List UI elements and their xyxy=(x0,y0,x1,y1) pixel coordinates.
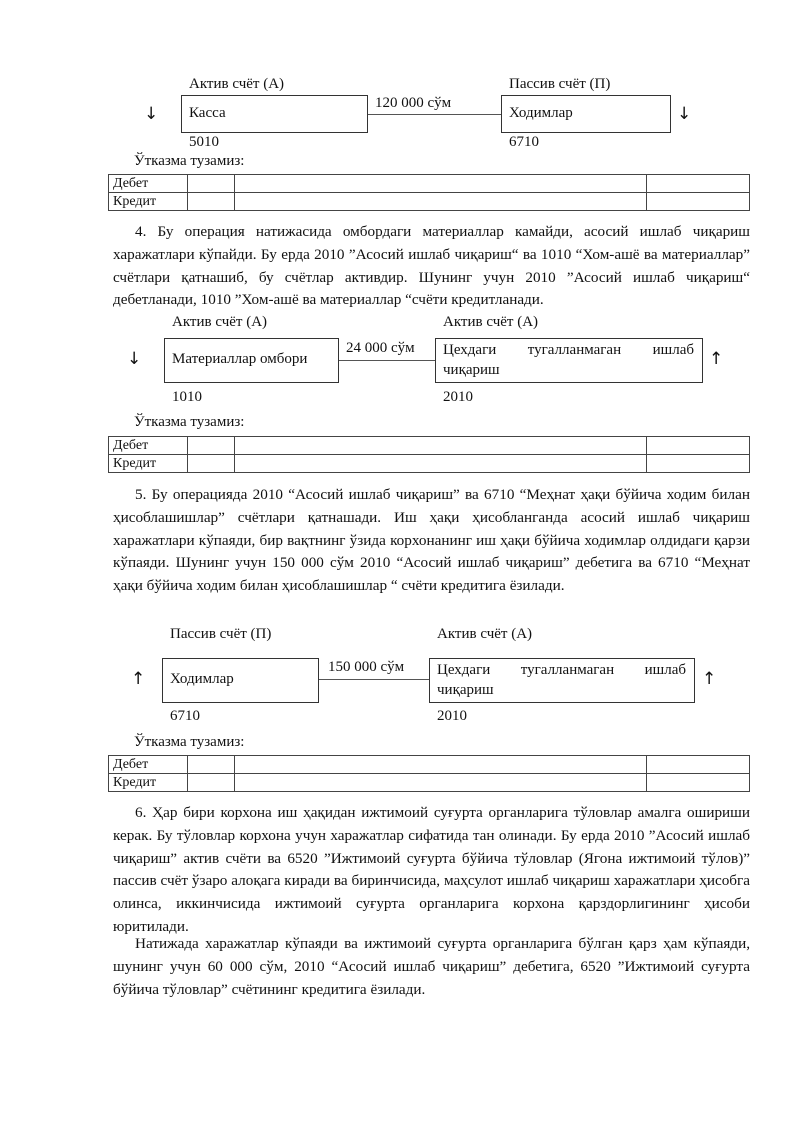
diagram1-left-code: 5010 xyxy=(189,134,219,150)
credit-label: Кредит xyxy=(109,193,188,211)
table-row xyxy=(109,774,750,792)
diagram1-right-box xyxy=(501,95,671,133)
debit-label: Дебет xyxy=(109,175,188,193)
diagram3-left-box xyxy=(162,658,319,703)
diagram1-left-caption: Актив счёт (А) xyxy=(189,76,285,92)
diagram3-right-box xyxy=(429,658,695,703)
diagram2-right-box xyxy=(435,338,703,383)
diagram1-left-box xyxy=(181,95,368,133)
diagram2-left-caption: Актив счёт (А) xyxy=(172,314,268,330)
diagram3-right-arrow-icon: ↑ xyxy=(702,669,717,689)
diagram2-right-code: 2010 xyxy=(443,389,473,405)
diagram2-right-arrow-icon: ↑ xyxy=(709,349,724,369)
diagram2-right-box-line2: чиқариш xyxy=(443,362,500,378)
debit-label: Дебет xyxy=(109,756,188,774)
table-row xyxy=(109,437,750,455)
diagram2-left-code: 1010 xyxy=(172,389,202,405)
entry-table-2 xyxy=(108,436,750,473)
paragraph-7: Натижада харажатлар кўпаяди ва ижтимоий суғурта органларига бўлган қарз ҳам кўпаяди, шунинг учун 60 000 сўм, 2010 “Асосий ишлаб чиқариш” дебетига, 6520 ”Ижтимоий суғурта бўйича тўловлар” счётининг кредитига ёзилади. xyxy=(113,935,750,998)
paragraph-5: 5. Бу операцияда 2010 “Асосий ишлаб чиқариш” ва 6710 “Меҳнат ҳақи бўйича ходим билан ҳисоблашишлар” счётлари қатнашади. Иш ҳақи ҳисобланганда асосий ишлаб чиқариш харажатлари кўпаяди, бир вақтнинг ўзида корхонанинг иш ҳақи бўйича ходимлар олдидаги қарзи кўпаяди. Шунинг учун 150 000 сўм 2010 “Асосий ишлаб чиқариш” дебетига ва 6710 “Меҳнат ҳақи бўйича ходим билан ҳисоблашишлар “ счёти кредитига ёзилади. xyxy=(113,486,750,595)
diagram3-right-box-line1: Цехдаги тугалланмаган ишлаб xyxy=(437,662,686,678)
diagram1-right-code: 6710 xyxy=(509,134,539,150)
entry-label-3: Ўтказма тузамиз: xyxy=(134,734,245,750)
diagram1-right-arrow-icon: ↓ xyxy=(677,104,692,124)
table-row xyxy=(109,455,750,473)
diagram1-connector xyxy=(368,114,501,115)
diagram2-left-box xyxy=(164,338,339,383)
diagram1-left-box-label: Касса xyxy=(189,105,226,121)
debit-label: Дебет xyxy=(109,437,188,455)
entry-table-1 xyxy=(108,174,750,211)
diagram2-left-arrow-icon: ↓ xyxy=(127,349,142,369)
paragraph-6: 6. Ҳар бири корхона иш ҳақидан ижтимоий суғурта органларига тўловлар амалга ошириши керак. Бу тўловлар корхона учун харажатлар сифатида тан олинади. Бу ерда 2010 ”Асосий ишлаб чиқариш” актив счёти ва 6520 ”Ижтимоий суғурта бўйича тўловлар (Ягона ижтимоий тўлов)” пассив счёт ўзаро алоқага киради ва биринчисида, маҳсулот ишлаб чиқариш харажатлари ҳисобга олинса, иккинчисида ижтимоий суғурта органларига корхона қарздорлигининг ҳисоби юритилади. xyxy=(113,804,750,935)
paragraph-4: 4. Бу операция натижасида омбордаги материаллар камайди, асосий ишлаб чиқариш харажатлари кўпайди. Бу ерда 2010 ”Асосий ишлаб чиқариш“ ва 1010 “Хом-ашё ва материаллар” счётлари қатнашиб, бу счётлар активдир. Шунинг учун 2010 ”Асосий ишлаб чиқариш“ дебетланади, 1010 ”Хом-ашё ва материаллар “счёти кредитланади. xyxy=(113,223,750,309)
table-row xyxy=(109,175,750,193)
diagram2-right-caption: Актив счёт (А) xyxy=(443,314,539,330)
diagram3-amount: 150 000 сўм xyxy=(328,659,405,675)
credit-label: Кредит xyxy=(109,774,188,792)
diagram1-left-arrow-icon: ↓ xyxy=(144,104,159,124)
table-row xyxy=(109,193,750,211)
diagram1-right-caption: Пассив счёт (П) xyxy=(509,76,611,92)
table-row xyxy=(109,756,750,774)
diagram3-left-code: 6710 xyxy=(170,708,200,724)
diagram2-connector xyxy=(339,360,435,361)
diagram2-amount: 24 000 сўм xyxy=(346,340,415,356)
diagram3-left-arrow-icon: ↑ xyxy=(131,669,146,689)
entry-table-3 xyxy=(108,755,750,792)
credit-label: Кредит xyxy=(109,455,188,473)
entry-label-1: Ўтказма тузамиз: xyxy=(134,153,245,169)
diagram1-right-box-label: Ходимлар xyxy=(509,105,573,121)
diagram3-right-box-line2: чиқариш xyxy=(437,682,494,698)
diagram3-left-caption: Пассив счёт (П) xyxy=(170,626,272,642)
diagram2-right-box-line1: Цехдаги тугалланмаган ишлаб xyxy=(443,342,694,358)
diagram3-connector xyxy=(319,679,429,680)
diagram3-left-box-label: Ходимлар xyxy=(170,671,234,687)
diagram2-left-box-label: Материаллар омбори xyxy=(172,351,308,367)
diagram3-right-caption: Актив счёт (А) xyxy=(437,626,533,642)
entry-label-2: Ўтказма тузамиз: xyxy=(134,414,245,430)
diagram1-amount: 120 000 сўм xyxy=(375,95,452,111)
diagram3-right-code: 2010 xyxy=(437,708,467,724)
